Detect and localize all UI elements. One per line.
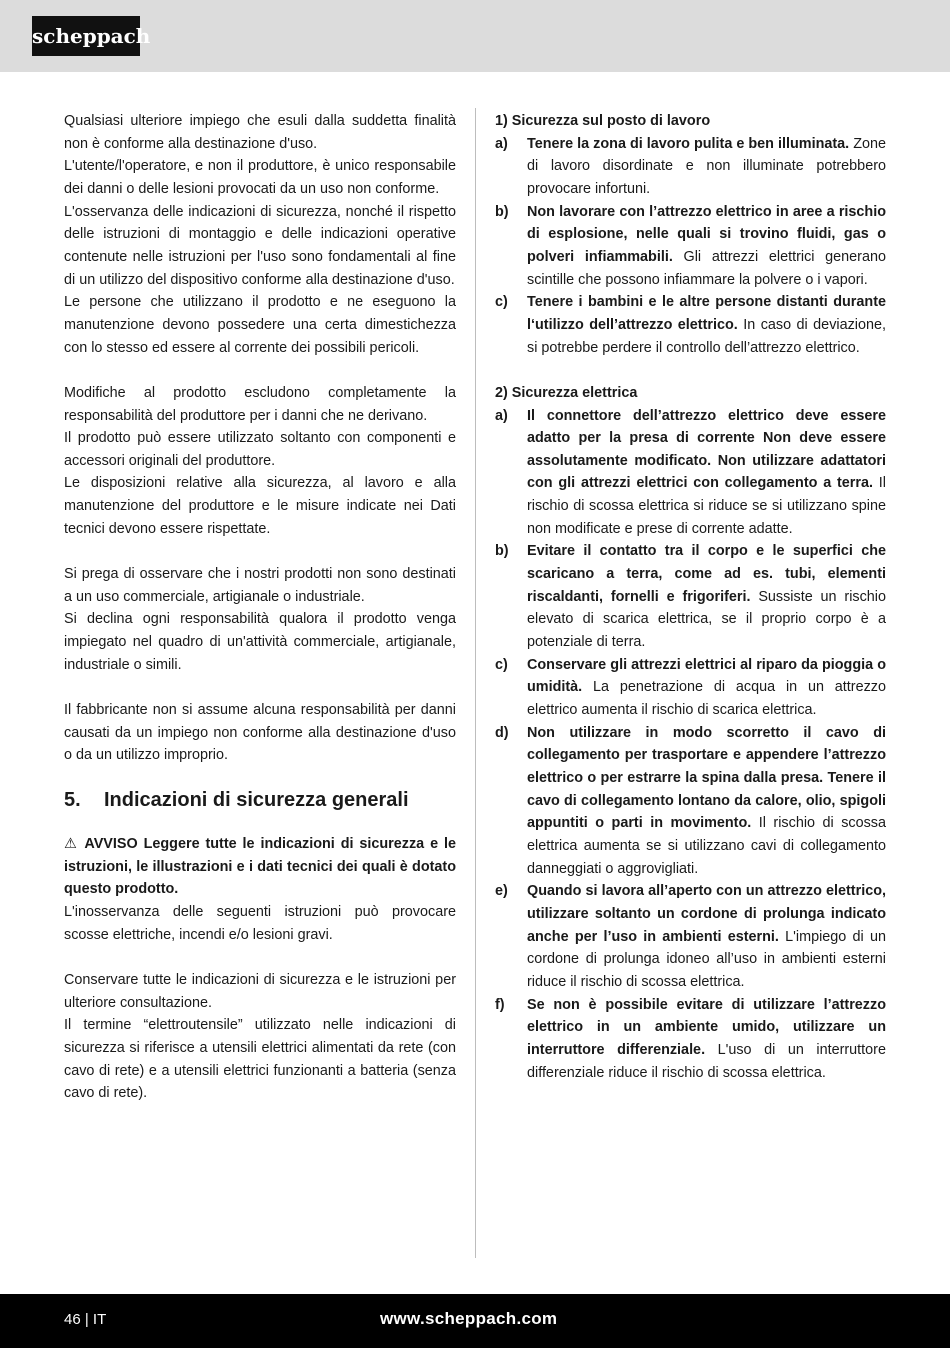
item-text: Il rischio di scossa elettrica aumenta se si utilizzano cavi di collegamento danneggiati o aggrovigliati. [527, 815, 886, 877]
item-bold: Tenere la zona di lavoro pulita e ben illuminata. [527, 135, 850, 152]
paragraph: Il prodotto può essere utilizzato soltanto con componenti e accessori originali del produttore. [64, 430, 456, 469]
right-column [495, 110, 886, 1084]
list-item [495, 994, 886, 1085]
warning-text: AVVISO Leggere tutte le indicazioni di sicurezza e le istruzioni, le illustrazioni e i dati tecnici dei quali è dotato questo prodotto. [64, 835, 456, 898]
paragraph: Il fabbricante non si assume alcuna responsabilità per danni causati da un impiego non conforme alla destinazione d'uso o da un utilizzo improprio. [64, 702, 456, 764]
item-bold: Se non è possibile evitare di utilizzare l’attrezzo elettrico in un ambiente umido, utilizzare un interruttore differenziale. [527, 996, 886, 1058]
list-item [495, 201, 886, 292]
column-divider [475, 108, 476, 1258]
subsection-heading: 1) Sicurezza sul posto di lavoro [495, 113, 711, 129]
item-bold: Quando si lavora all’aperto con un attrezzo elettrico, utilizzare soltanto un cordone di prolunga indicato anche per l’uso in ambienti esterni. [527, 883, 886, 945]
paragraph: L'osservanza delle indicazioni di sicurezza, nonché il rispetto delle istruzioni di montaggio e delle indicazioni operative contenute nelle istruzioni per l'uso sono fondamentali al fine di un utilizzo del dispositivo conforme alla destinazione d'uso. [64, 203, 456, 288]
item-marker: b) [495, 203, 509, 220]
website-link[interactable]: www.scheppach.com [380, 1309, 558, 1328]
list-item [495, 540, 886, 653]
paragraph: Il termine “elettroutensile” utilizzato nelle indicazioni di sicurezza si riferisce a utensili elettrici alimentati da rete (con cavo di rete) e a utensili elettrici funzionanti a batteria (senza cavo di rete). [64, 1017, 456, 1102]
paragraph: Le persone che utilizzano il prodotto e ne eseguono la manutenzione devono possedere una certa dimestichezza con lo stesso ed essere al corrente dei possibili pericoli. [64, 294, 456, 356]
warning-paragraph [64, 833, 456, 901]
section-title: Indicazioni di sicurezza generali [104, 788, 409, 811]
list-item [495, 880, 886, 993]
page-number: 46 | IT [64, 1311, 107, 1328]
item-text: L'uso di un interruttore differenziale riduce il rischio di scossa elettrica. [527, 1041, 886, 1081]
paragraph: L'inosservanza delle seguenti istruzioni può provocare scosse elettriche, incendi e/o lesioni gravi. [64, 903, 456, 943]
paragraph: L'utente/l'operatore, e non il produttore, è unico responsabile dei danni o delle lesioni provocati da un uso non conforme. [64, 158, 456, 197]
item-text: Zone di lavoro disordinate e non illuminate potrebbero provocare infortuni. [527, 135, 886, 197]
item-bold: Tenere i bambini e le altre persone distanti durante l‘utilizzo dell’attrezzo elettrico. [527, 294, 886, 333]
list-item [495, 722, 886, 881]
item-marker: a) [495, 135, 508, 152]
item-bold: Il connettore dell’attrezzo elettrico deve essere adatto per la presa di corrente Non deve essere assolutamente modificato. Non utilizzare adattatori con gli attrezzi elettrici con collegamento a terra. [527, 407, 886, 492]
list-item [495, 133, 886, 201]
item-text: L'impiego di un cordone di prolunga idoneo all’uso in ambienti esterni riduce il rischio di scossa elettrica. [527, 928, 886, 990]
item-text: La penetrazione di acqua in un attrezzo elettrico aumenta il rischio di scarica elettrica. [527, 679, 886, 719]
subsection-heading: 2) Sicurezza elettrica [495, 384, 638, 401]
item-marker: d) [495, 724, 509, 741]
warning-triangle-icon: ⚠ [64, 835, 77, 852]
safety-list-workplace [495, 133, 886, 360]
item-text: Il rischio di scossa elettrica si riduce se si utilizzano spine non modificate e prese di corrente adatte. [527, 475, 886, 537]
item-marker: c) [495, 656, 508, 673]
list-item [495, 654, 886, 722]
item-marker: a) [495, 407, 508, 424]
paragraph: Qualsiasi ulteriore impiego che esuli dalla suddetta finalità non è conforme alla destinazione d'uso. [64, 113, 456, 152]
paragraph: Modifiche al prodotto escludono completamente la responsabilità del produttore per i danni che ne derivano. [64, 384, 456, 424]
item-marker: b) [495, 543, 509, 560]
scheppach-logo: scheppach [32, 16, 140, 56]
safety-list-electrical [495, 405, 886, 1085]
footer-bar [0, 1294, 950, 1348]
item-text: Sussiste un rischio elevato di scarica elettrica, se il proprio corpo è a potenziale di terra. [527, 588, 886, 651]
header-bar [0, 0, 950, 72]
item-bold: Non lavorare con l’attrezzo elettrico in aree a rischio di esplosione, nelle quali si trovino fluidi, gas o polveri infiammabili. [527, 203, 886, 265]
list-item [495, 405, 886, 541]
section-number: 5. [64, 788, 81, 811]
paragraph: Si declina ogni responsabilità qualora il prodotto venga impiegato nel quadro di un'attività commerciale, artigianale, industriale o simili. [64, 611, 456, 673]
paragraph: Si prega di osservare che i nostri prodotti non sono destinati a un uso commerciale, artigianale o industriale. [64, 566, 456, 605]
list-item [495, 291, 886, 359]
section-heading [64, 787, 456, 813]
item-marker: c) [495, 294, 508, 311]
paragraph: Conservare tutte le indicazioni di sicurezza e le istruzioni per ulteriore consultazione. [64, 971, 456, 1011]
item-bold: Conservare gli attrezzi elettrici al riparo da pioggia o umidità. [527, 656, 886, 696]
item-marker: f) [495, 996, 505, 1013]
item-bold: Non utilizzare in modo scorretto il cavo di collegamento per trasportare e appendere l’attrezzo elettrico o per estrarre la spina dalla presa. Tenere il cavo di collegamento lontano da calore, olio, spigoli appuntiti o parti in movimento. [527, 724, 886, 832]
item-bold: Evitare il contatto tra il corpo e le superfici che scaricano a terra, come ad es. tubi, elementi riscaldanti, fornelli e frigoriferi. [527, 543, 886, 605]
item-text: Gli attrezzi elettrici generano scintille che possono infiammare la polvere o i vapori. [527, 248, 886, 288]
item-text: In caso di deviazione, si potrebbe perdere il controllo dell’attrezzo elettrico. [527, 316, 886, 356]
left-column [64, 110, 456, 1105]
item-marker: e) [495, 883, 508, 900]
paragraph: Le disposizioni relative alla sicurezza, al lavoro e alla manutenzione del produttore e le misure indicate nei Dati tecnici devono essere rispettate. [64, 475, 456, 537]
